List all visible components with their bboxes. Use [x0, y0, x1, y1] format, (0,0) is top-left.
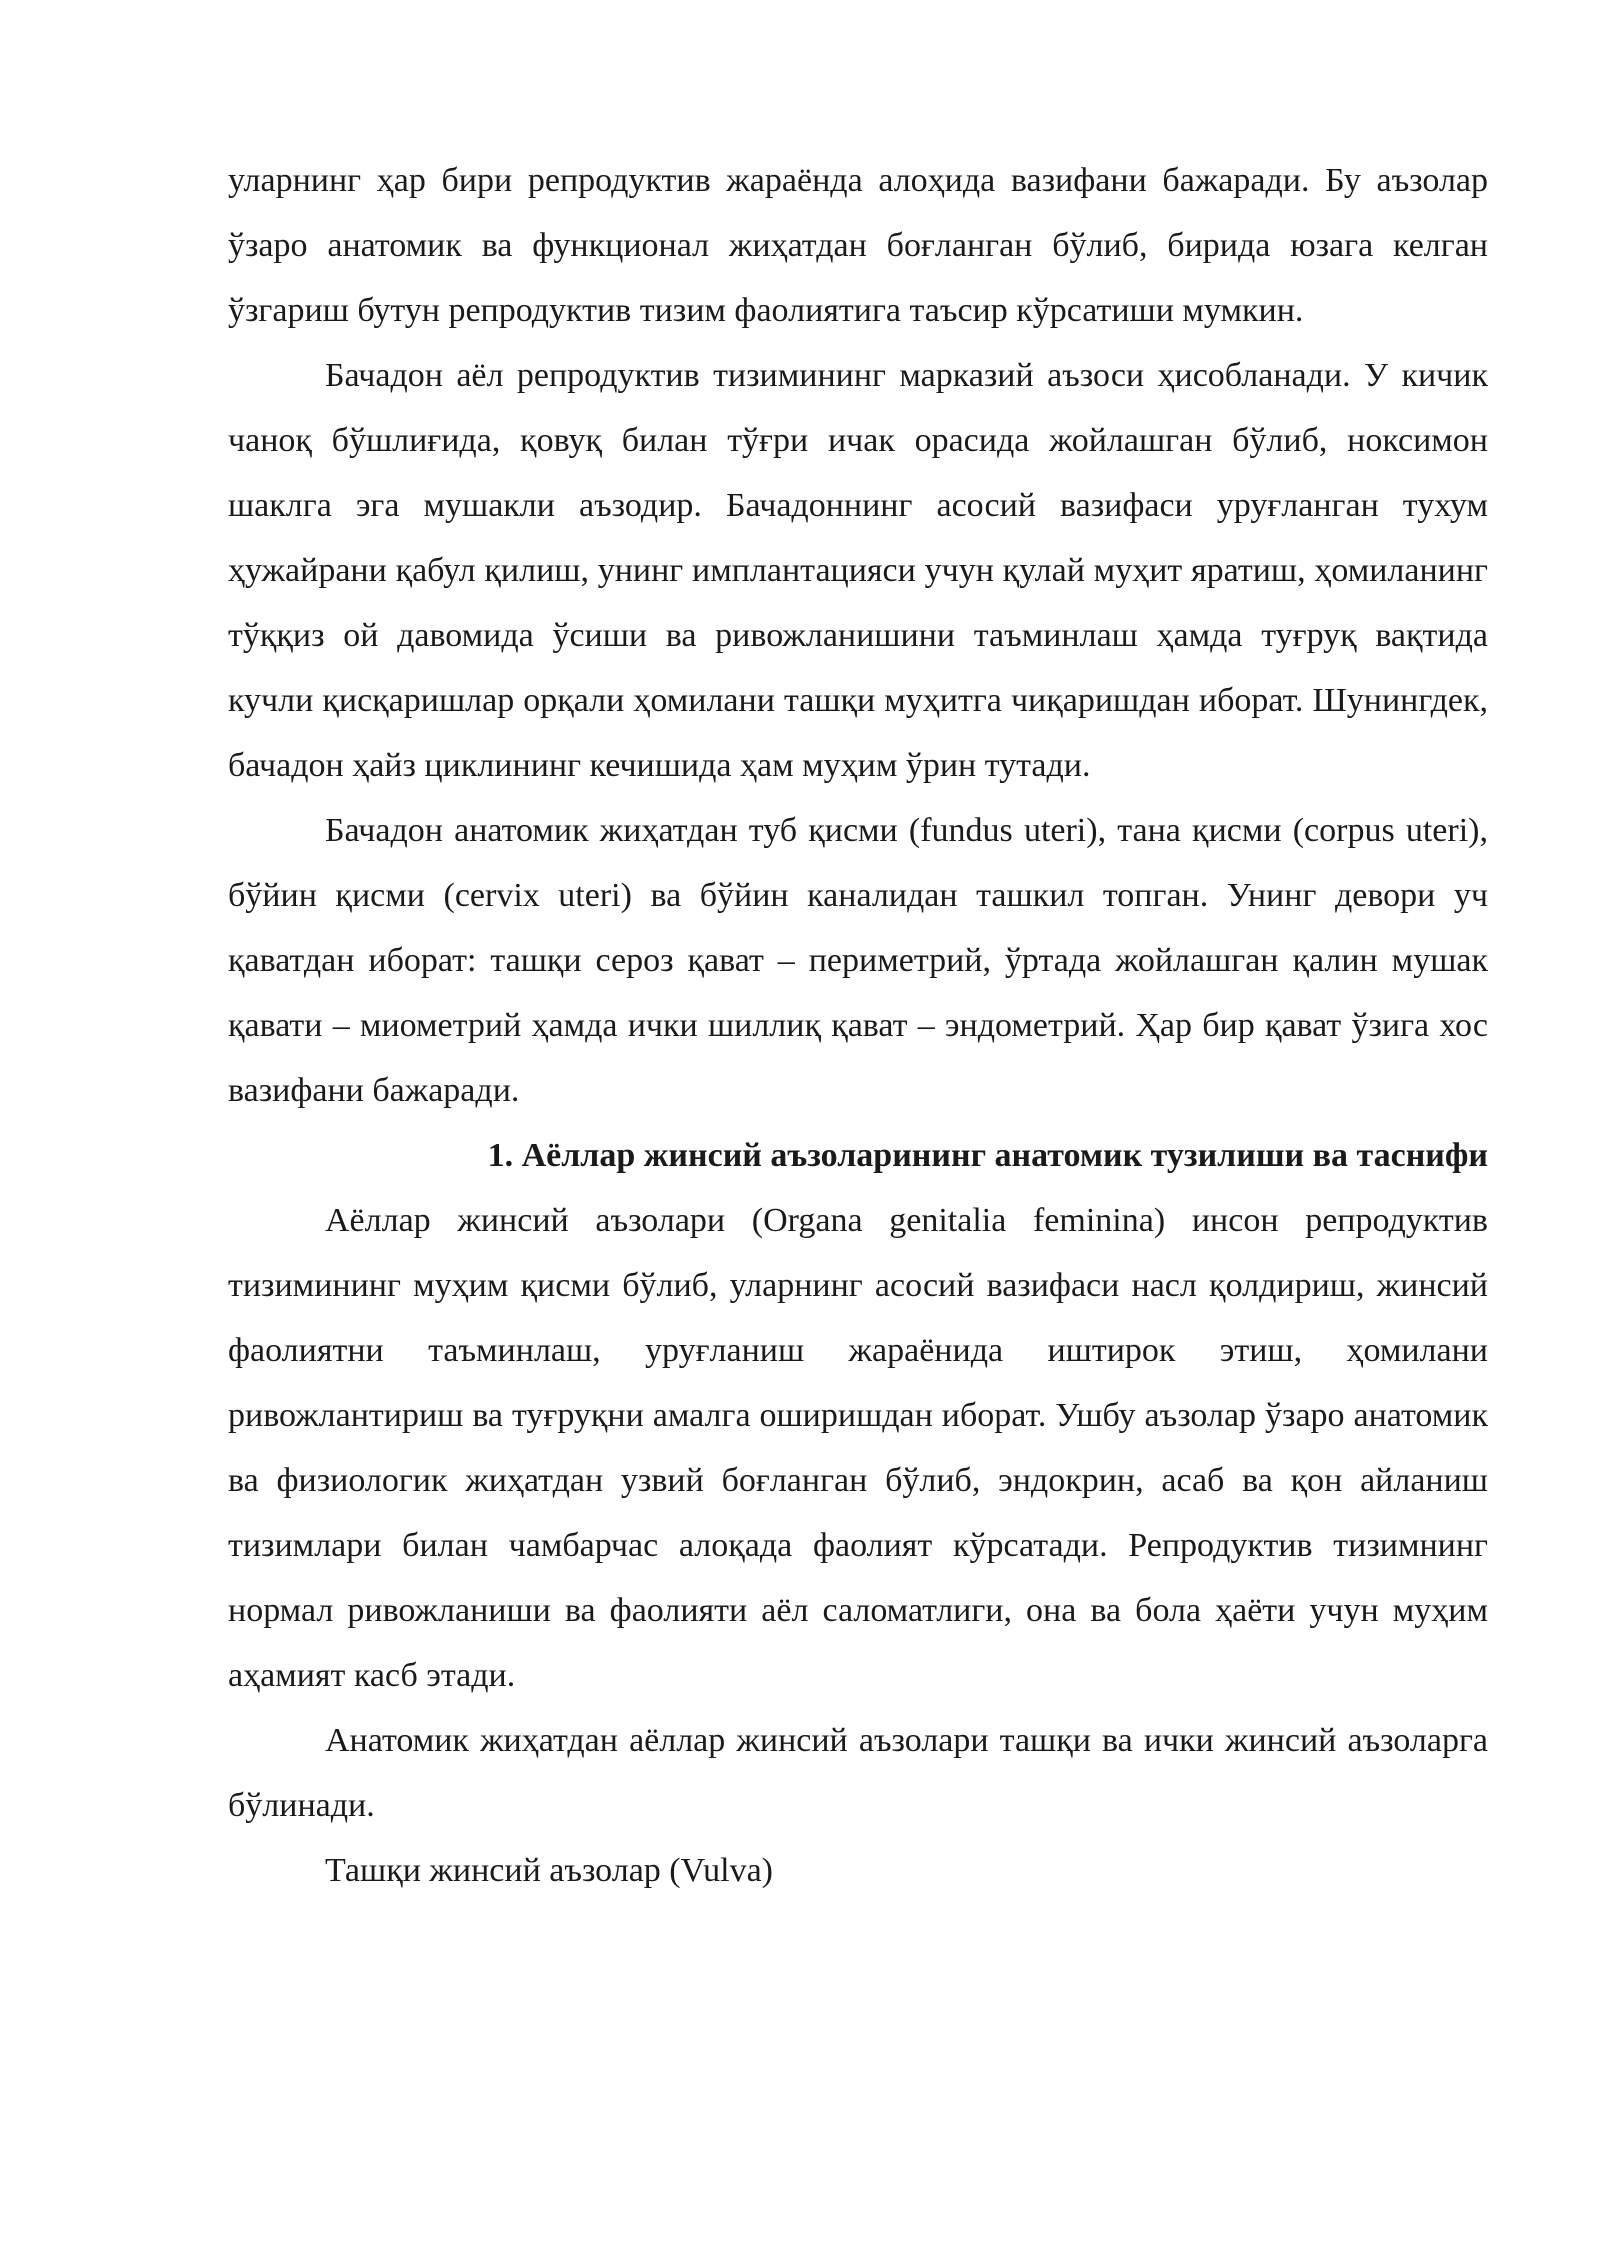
paragraph-genital-organs: Аёллар жинсий аъзолари (Organa genitalia feminina) инсон репродуктив тизимининг муҳим қисми бўлиб, уларнинг асосий вазифаси насл қолдириш, жинсий фаолиятни таъминлаш, уруғланиш жараёнида иштирок этиш, ҳомилани ривожлантириш ва туғруқни амалга оширишдан иборат. Ушбу аъзолар ўзаро анатомик ва физиологик жиҳатдан узвий боғланган бўлиб, эндокрин, асаб ва қон айланиш тизимлари билан чамбарчас алоқада фаолият кўрсатади. Репродуктив тизимнинг нормал ривожланиши ва фаолияти аёл саломатлиги, она ва бола ҳаёти учун муҳим аҳамият касб этади.	[228, 1202, 1488, 1694]
document-body	[228, 148, 1488, 1903]
paragraph-uterus-anatomy: Бачадон анатомик жиҳатдан туб қисми (fundus uteri), тана қисми (corpus uteri), бўйин қисми (cervix uteri) ва бўйин каналидан ташкил топган. Унинг девори уч қаватдан иборат: ташқи сероз қават – периметрий, ўртада жойлашган қалин мушак қавати – миометрий ҳамда ички шиллиқ қават – эндометрий. Ҳар бир қават ўзига хос вазифани бажаради.	[228, 812, 1488, 1109]
paragraph-classification: Анатомик жиҳатдан аёллар жинсий аъзолари ташқи ва ички жинсий аъзоларга бўлинади.	[228, 1722, 1488, 1824]
paragraph-external-organs: Ташқи жинсий аъзолар (Vulva)	[325, 1852, 773, 1889]
paragraph-uterus-overview: Бачадон аёл репродуктив тизимининг марказий аъзоси ҳисобланади. У кичик чаноқ бўшлиғида, қовуқ билан тўғри ичак орасида жойлашган бўлиб, ноксимон шаклга эга мушакли аъзодир. Бачадоннинг асосий вазифаси уруғланган тухум ҳужайрани қабул қилиш, унинг имплантацияси учун қулай муҳит яратиш, ҳомиланинг тўққиз ой давомида ўсиши ва ривожланишини таъминлаш ҳамда туғруқ вақтида кучли қисқаришлар орқали ҳомилани ташқи муҳитга чиқаришдан иборат. Шунингдек, бачадон ҳайз циклининг кечишида ҳам муҳим ўрин тутади.	[228, 357, 1488, 784]
paragraph-continuation: уларнинг ҳар бири репродуктив жараёнда алоҳида вазифани бажаради. Бу аъзолар ўзаро анатомик ва функционал жиҳатдан боғланган бўлиб, бирида юзага келган ўзгариш бутун репродуктив тизим фаолиятига таъсир кўрсатиши мумкин.	[228, 162, 1488, 329]
section-heading: 1. Аёллар жинсий аъзоларининг анатомик тузилиши ва таснифи	[487, 1137, 1488, 1174]
